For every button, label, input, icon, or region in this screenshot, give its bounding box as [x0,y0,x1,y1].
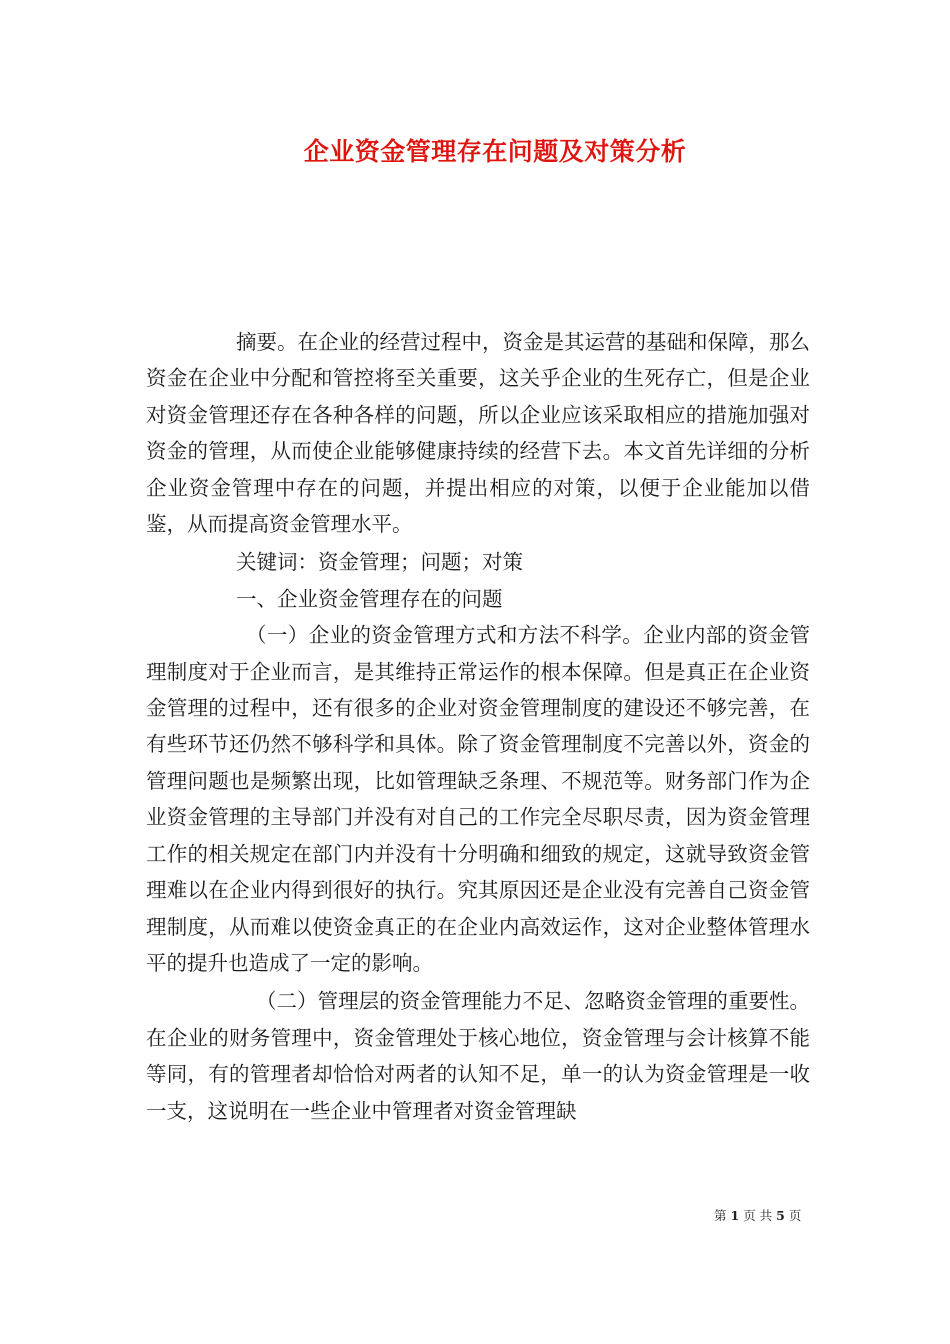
document-body [146,324,810,1129]
document-title: 企业资金管理存在问题及对策分析 [303,137,687,166]
body-paragraph-1: （一）企业的资金管理方式和方法不科学。企业内部的资金管理制度对于企业而言，是其维持正常运作的根本保障。但是真正在企业资金管理的过程中，还有很多的企业对资金管理制度的建设还不够完善，在有些环节还仍然不够科学和具体。除了资金管理制度不完善以外，资金的管理问题也是频繁出现，比如管理缺乏条理、不规范等。财务部门作为企业资金管理的主导部门并没有对自己的工作完全尽职尽责，因为资金管理工作的相关规定在部门内并没有十分明确和细致的规定，这就导致资金管理难以在企业内得到很好的执行。究其原因还是企业没有完善自己资金管理制度，从而难以使资金真正的在企业内高效运作，这对企业整体管理水平的提升也造成了一定的影响。 [146,623,810,975]
footer-middle: 页 共 [743,1208,773,1223]
section-heading: 一、企业资金管理存在的问题 [236,586,503,611]
footer-prefix: 第 [714,1208,727,1223]
body-paragraph-2: （二）管理层的资金管理能力不足、忽略资金管理的重要性。在企业的财务管理中，资金管理处于核心地位，资金管理与会计核算不能等同，有的管理者却恰恰对两者的认知不足，单一的认为资金管理是一收一支，这说明在一些企业中管理者对资金管理缺 [146,989,810,1123]
page-footer [714,1206,801,1224]
footer-suffix: 页 [788,1208,802,1223]
footer-total-pages: 5 [776,1208,785,1223]
abstract-paragraph: 摘要。在企业的经营过程中，资金是其运营的基础和保障，那么资金在企业中分配和管控将至关重要，这关乎企业的生死存亡，但是企业对资金管理还存在各种各样的问题，所以企业应该采取相应的措施加强对资金的管理，从而使企业能够健康持续的经营下去。本文首先详细的分析企业资金管理中存在的问题，并提出相应的对策，以便于企业能加以借鉴，从而提高资金管理水平。 [146,330,810,537]
keywords-line: 关键词：资金管理；问题；对策 [236,550,523,575]
footer-current-page: 1 [730,1208,740,1223]
